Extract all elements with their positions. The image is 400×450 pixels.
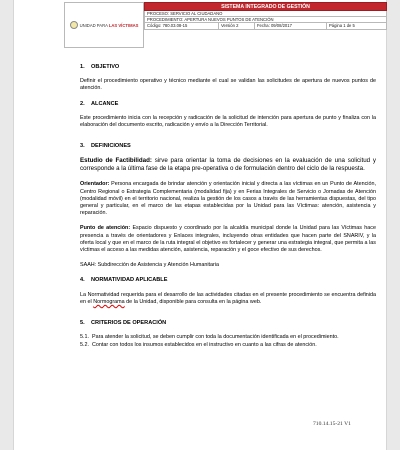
list-item: 5.1. Para atender la solicitud, se deben cumplir con toda la documentación identificada en el procedimiento. [80, 334, 339, 341]
list-item: 5.2. Contar con todos los insumos establecidos en el instructivo en cuanto a las cifras de atención. [80, 342, 317, 349]
section-heading-definiciones: 3. DEFINICIONES [80, 143, 131, 150]
logo-text: UNIDAD PARA LAS VÍCTIMAS [79, 22, 139, 28]
procedure-label: PROCEDIMIENTO: APERTURA NUEVOS PUNTOS DE ATENCIÓN [144, 17, 387, 23]
process-label: PROCESO: SERVICIO AL CIUDADANO [144, 11, 387, 17]
system-title: SISTEMA INTEGRADO DE GESTIÓN [144, 2, 387, 11]
document-body [80, 64, 376, 356]
coat-of-arms-icon [70, 21, 78, 29]
document-date: Fecha: 09/08/2017 [255, 23, 327, 29]
section-heading-objetivo: 1. OBJETIVO [80, 64, 120, 70]
section-heading-criterios: 5. CRITERIOS DE OPERACIÓN [80, 320, 167, 327]
definition-saah: SAAH: Subdirección de Asistencia y Atención Humanitaria [80, 262, 220, 269]
document-meta-row [144, 23, 387, 30]
definition-factibilidad: Estudio de Factibilidad: sirve para orientar la toma de decisiones en la evaluación de una solicitud y corresponde a la última fase de la etapa pre-operativa o de formulación dentro del ciclo de la respuesta. [80, 157, 376, 173]
footer-document-code: 710.14.15-21 V1 [313, 421, 351, 427]
document-version: Versión 2 [219, 23, 255, 29]
section-heading-normatividad: 4. NORMATIVIDAD APLICABLE [80, 277, 168, 284]
paragraph-normatividad: La Normatividad requerida para el desarrollo de las actividades citadas en el presente procedimiento se encuentra definida en el Normograma de la Unidad, disponible para consulta en la página web. [80, 291, 376, 305]
document-code: Código: 780.03.08-15 [145, 23, 219, 29]
spellcheck-flagged-word: Normograma [93, 298, 125, 305]
logo-cell [64, 2, 144, 48]
criterios-list [80, 334, 376, 349]
definition-punto-de-atencion: Punto de atención: Espacio dispuesto y coordinado por la alcaldía municipal donde la Unidad para las Víctimas hace presencia a través de orientadores y Enlaces integrales, incluyendo otras entidades que hacen parte del SNARIV, y la oferta local y que en el marco de la ruta integral el objetivo es fortalecer y generar una estrategia integral, que permita a las víctimas el acceso a las medidas atención, asistencia, reparación y el goce efectivo de sus derechos. [80, 225, 376, 254]
paragraph-objetivo: Definir el procedimiento operativo y técnico mediante el cual se validan las solicitudes de apertura de nuevos puntos de atención. [80, 78, 376, 92]
paragraph-alcance: Este procedimiento inicia con la recepción y radicación de la solicitud de intención para apertura de punto y finaliza con la elaboración del documento escrito, radicación y envío a la Dirección Territorial. [80, 114, 376, 129]
document-page-number: Página 1 de 5 [329, 23, 355, 28]
section-heading-alcance: 2. ALCANCE [80, 100, 119, 107]
definition-orientador: Orientador: Persona encargada de brindar atención y orientación inicial y directa a las víctimas en un Punto de Atención, Centro Regional o Estrategia Complementaria (modalidad fija) y en Ferias Integrales de Servicio o Jornadas de Atención (modalidad móvil) en el territorio nacional, realiza la gestión de los casos a través de las herramientas dispuestas, del tipo general y particular, en el marco de las etapas establecidas por la Unidad para las Víctimas: atención, asistencia y reparación. [80, 181, 376, 217]
